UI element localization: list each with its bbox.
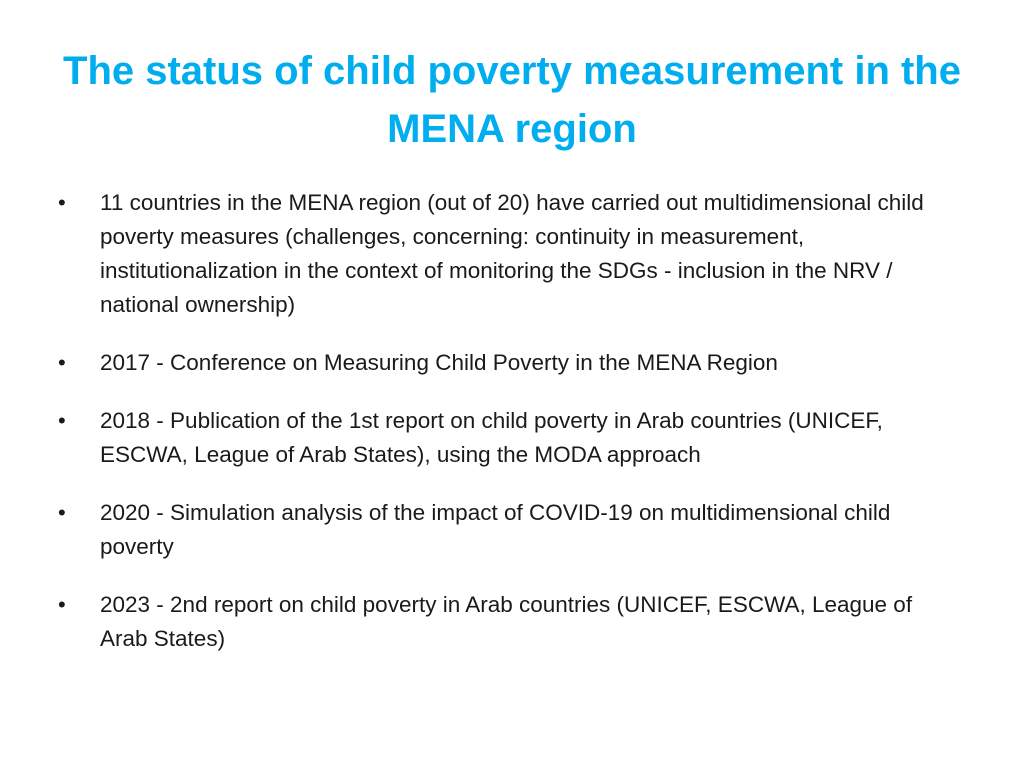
list-item [58,404,964,472]
list-item [58,496,964,564]
bullet-icon: • [58,500,66,525]
slide-title: The status of child poverty measurement in the MENA region [63,49,961,151]
list-item [58,346,964,380]
bullet-icon: • [58,408,66,433]
bullet-text: 2023 - 2nd report on child poverty in Arab countries (UNICEF, ESCWA, League of Arab States) [100,592,913,651]
bullet-text: 2018 - Publication of the 1st report on child poverty in Arab countries (UNICEF, ESCWA, League of Arab States), using the MODA approach [100,408,883,467]
bullet-list [58,186,964,680]
list-item [58,588,964,656]
bullet-icon: • [58,350,66,375]
bullet-text: 11 countries in the MENA region (out of 20) have carried out multidimensional child poverty measures (challenges, concerning: continuity in measurement, institutionalization in the context of monitoring the SDGs - inclusion in the NRV / national ownership) [100,190,924,317]
bullet-text: 2020 - Simulation analysis of the impact of COVID-19 on multidimensional child poverty [100,500,891,559]
bullet-text: 2017 - Conference on Measuring Child Poverty in the MENA Region [100,350,778,375]
list-item [58,186,964,322]
bullet-icon: • [58,190,66,215]
bullet-icon: • [58,592,66,617]
